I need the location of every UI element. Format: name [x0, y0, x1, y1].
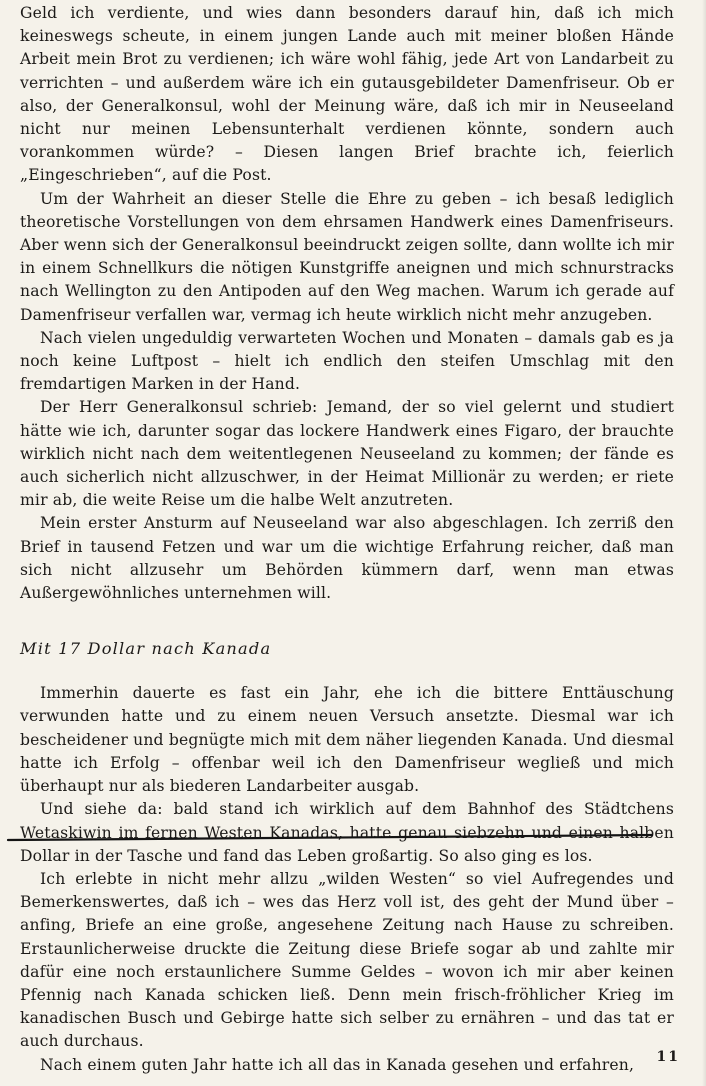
- paragraph: Nach vielen ungeduldig verwarteten Wochen und Monaten – damals gab es ja noch keine Luftpost – hielt ich endlich den steifen Umschlag mit den fremdartigen Marken in der Hand.: [20, 328, 674, 394]
- text-block-bottom: [20, 682, 674, 1076]
- paragraph: Um der Wahrheit an dieser Stelle die Ehre zu geben – ich besaß lediglich theoretische Vorstellungen von dem ehrsamen Handwerk eines Damenfriseurs. Aber wenn sich der Generalkonsul beeindruckt zeigen sollte, dann wollte ich mir in einem Schnellkurs die nötigen Kunstgriffe aneignen und mich schnurstracks nach Wellington zu den Antipoden auf den Weg machen. Warum ich gerade auf Damenfriseur verfallen war, vermag ich heute wirklich nicht mehr anzugeben.: [20, 189, 674, 324]
- paragraph: Nach einem guten Jahr hatte ich all das in Kanada gesehen und erfahren,: [40, 1055, 635, 1074]
- paragraph: Der Herr Generalkonsul schrieb: Jemand, der so viel gelernt und studiert hätte wie ich, darunter sogar das lockere Handwerk eines Figaro, der brauchte wirklich nicht nach dem weitentlegenen Neuseeland zu kommen; der fände es auch sicherlich nicht allzuschwer, in der Heimat Millionär zu werden; er riete mir ab, die weite Reise um die halbe Welt anzutreten.: [20, 398, 674, 510]
- paragraph-underlined: Und siehe da: bald stand ich wirklich auf dem Bahnhof des Städtchens Wetaskiwin im fernen Westen Kanadas, hatte genau siebzehn und einen halben Dollar in der Tasche und fand das Leben großartig. So also ging es los.: [20, 800, 674, 865]
- text-block-top: [20, 2, 674, 605]
- scan-edge-shadow: [702, 0, 706, 1086]
- page-number: 11: [656, 1049, 680, 1065]
- paragraph-continuation: Geld ich verdiente, und wies dann besonders darauf hin, daß ich mich keineswegs scheute, in einem jungen Lande auch mit meiner bloßen Hände Arbeit mein Brot zu verdienen; ich wäre wohl fähig, jede Art von Landarbeit zu verrichten – und außerdem wäre ich ein gutausgebildeter Damenfriseur. Ob er also, der Generalkonsul, wohl der Meinung wäre, daß ich mir in Neuseeland nicht nur meinen Lebensunterhalt verdienen könnte, sondern auch vorankommen würde? – Diesen langen Brief brachte ich, feierlich „Eingeschrieben“, auf die Post.: [20, 4, 674, 185]
- paragraph: Immerhin dauerte es fast ein Jahr, ehe ich die bittere Enttäuschung verwunden hatte und zu einem neuen Versuch ansetzte. Diesmal war ich bescheidener und begnügte mich mit dem näher liegenden Kanada. Und diesmal hatte ich Erfolg – offenbar weil ich den Damenfriseur wegließ und mich überhaupt nur als biederen Landarbeiter ausgab.: [20, 684, 674, 796]
- paragraph: Mein erster Ansturm auf Neuseeland war also abgeschlagen. Ich zerriß den Brief in tausend Fetzen und war um die wichtige Erfahrung reicher, daß man sich nicht allzusehr um Behörden kümmern darf, wenn man etwas Außergewöhnliches unternehmen will.: [20, 514, 674, 603]
- paragraph: Ich erlebte in nicht mehr allzu „wilden Westen“ so viel Aufregendes und Bemerkenswertes, daß ich – wes das Herz voll ist, des geht der Mund über – anfing, Briefe an eine große, angesehene Zeitung nach Hause zu schreiben. Erstaunlicherweise druckte die Zeitung diese Briefe sogar ab und zahlte mir dafür eine noch erstaunlichere Summe Geldes – wovon ich mir aber keinen Pfennig nach Kanada schicken ließ. Denn mein frisch-fröhlicher Krieg im kanadischen Busch und Gebirge hatte sich selber zu ernähren – und das tat er auch durchaus.: [20, 869, 674, 1051]
- section-heading: Mit 17 Dollar nach Kanada: [20, 639, 272, 659]
